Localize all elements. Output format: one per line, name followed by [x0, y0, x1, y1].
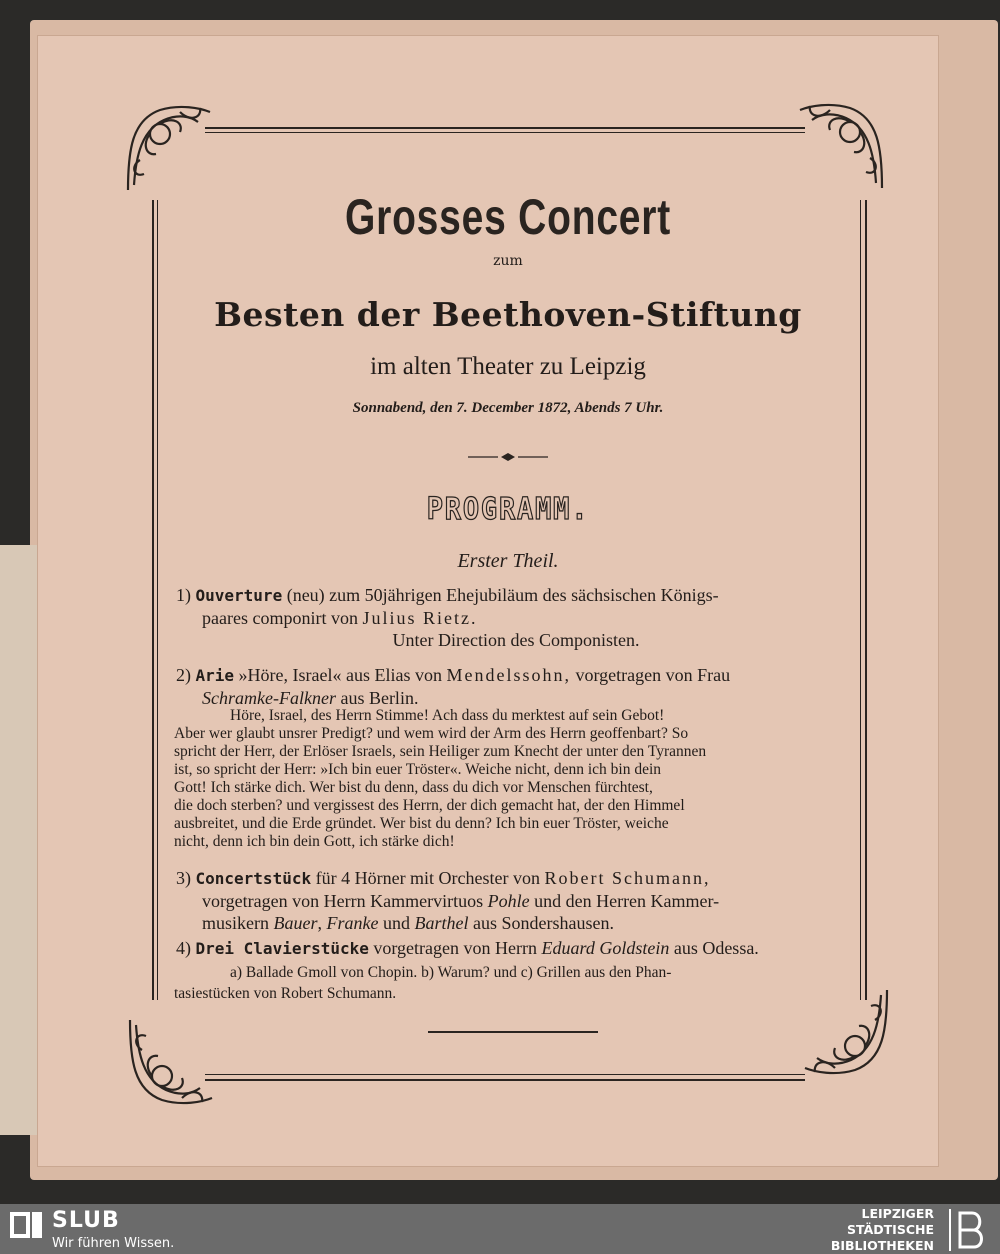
- performer-name: Bauer: [273, 913, 318, 933]
- composer-name: Mendelssohn,: [446, 665, 571, 685]
- lyric-line: ausbreitet, und die Erde gründet. Wer bist du denn? Ich bin euer Tröster, weiche: [174, 815, 669, 832]
- detail-line: tasiestücken von Robert Schumann.: [174, 985, 397, 1002]
- paper-tab-strip: [0, 545, 41, 1135]
- library-name-line: BIBLIOTHEKEN: [830, 1238, 934, 1253]
- item-note: Unter Direction des Componisten.: [392, 630, 640, 650]
- library-name-line: STÄDTISCHE: [847, 1222, 934, 1237]
- item-title: Drei Clavierstücke: [195, 939, 369, 958]
- lyric-line: die doch sterben? und vergissest des Herrn, der dich gemacht hat, der den Himmel: [174, 797, 685, 814]
- frame-top-inner-line: [205, 132, 805, 133]
- frame-right-line: [865, 200, 867, 1000]
- item-text: paares componirt von: [202, 608, 358, 628]
- program-item-2: [176, 664, 856, 709]
- performer-name: Pohle: [487, 891, 530, 911]
- aria-lyrics: [174, 707, 854, 851]
- item-title: Arie: [195, 666, 235, 685]
- item-number: 1): [176, 585, 191, 605]
- item-text: und den Herren Kammer-: [534, 891, 720, 911]
- performer-name: Franke: [326, 913, 379, 933]
- beneficiary-line: Besten der Beethoven-Stiftung: [214, 295, 802, 334]
- item-text: aus Sondershausen.: [472, 913, 614, 933]
- item-text: und: [382, 913, 410, 933]
- slub-tagline: Wir führen Wissen.: [52, 1236, 175, 1251]
- frame-bottom-line: [205, 1079, 805, 1081]
- item-text: für 4 Hörner mit Orchester von: [315, 868, 541, 888]
- small-divider-icon: [468, 452, 548, 462]
- lyric-line: Höre, Israel, des Herrn Stimme! Ach dass du merktest auf sein Gebot!: [230, 707, 665, 724]
- item-title: Ouverture: [195, 586, 283, 605]
- zum-word: zum: [493, 253, 523, 269]
- part-heading: Erster Theil.: [457, 550, 559, 572]
- item-title: Concertstück: [195, 869, 312, 888]
- item-4-details: [174, 962, 854, 1004]
- corner-ornament-top-right: [795, 98, 890, 193]
- frame-top-line: [205, 127, 805, 129]
- lyric-line: spricht der Herr, der Erlöser Israels, sein Heiliger zum Knecht der unter den Tyrannen: [174, 743, 707, 760]
- item-text: »Höre, Israel« aus Elias von: [238, 665, 442, 685]
- program-item-1: [176, 584, 856, 651]
- performer-name: Barthel: [414, 913, 469, 933]
- composer-name: Julius Rietz.: [362, 608, 478, 628]
- program-item-3: 3) Concertstück für 4 Hörner mit Orchester von Robert Schumann, vorgetragen von Herrn Kammervirtuos Pohle und den Herren Kammer- musikern Bauer, Franke und Barthel aus Sondershausen.: [176, 868, 720, 933]
- frame-left-line: [152, 200, 154, 1000]
- venue-line: im alten Theater zu Leipzig: [370, 353, 646, 380]
- slub-logo-icon: [10, 1212, 42, 1238]
- frame-bottom-inner-line: [205, 1074, 805, 1075]
- footer-bar: [0, 1204, 1000, 1254]
- lyric-line: Gott! Ich stärke dich. Wer bist du denn, dass du dich vor Menschen fürchtest,: [174, 779, 653, 796]
- item-text: (neu) zum 50jährigen Ehejubiläum des sächsischen Königs-: [286, 585, 719, 605]
- item-number: 4): [176, 938, 191, 958]
- concert-title: Grosses Concert: [345, 189, 671, 245]
- library-name-line: LEIPZIGER: [861, 1206, 934, 1221]
- lyric-line: Aber wer glaubt unsrer Predigt? und wem wird der Arm des Herrn geoffenbart? So: [174, 725, 689, 742]
- performer-name: Schramke-Falkner: [202, 688, 336, 708]
- item-text: vorgetragen von Frau: [575, 665, 731, 685]
- lyric-line: ist, so spricht der Herr: »Ich bin euer Tröster«. Weiche nicht, denn ich bin dein: [174, 761, 662, 778]
- program-item-4: [176, 937, 856, 960]
- lyric-line: nicht, denn ich bin dein Gott, ich stärke dich!: [174, 833, 455, 850]
- item-text: vorgetragen von Herrn: [373, 938, 537, 958]
- item-text: vorgetragen von Herrn Kammervirtuos: [202, 891, 484, 911]
- slub-name: SLUB: [52, 1208, 120, 1233]
- corner-ornament-bottom-left: [122, 1015, 217, 1110]
- end-divider: [428, 1031, 598, 1033]
- composer-name: Robert Schumann,: [544, 868, 711, 888]
- performer-name: Eduard Goldstein: [541, 938, 670, 958]
- item-text: musikern: [202, 913, 269, 933]
- item-text: aus Berlin.: [340, 688, 419, 708]
- detail-line: a) Ballade Gmoll von Chopin. b) Warum? und c) Grillen aus den Phan-: [230, 964, 672, 981]
- library-logo-icon: [948, 1207, 994, 1253]
- library-name: [774, 1206, 934, 1254]
- frame-right-inner-line: [860, 200, 861, 1000]
- corner-ornament-top-left: [120, 100, 215, 195]
- programm-heading: PROGRAMM.: [426, 492, 590, 527]
- item-number: 3): [176, 868, 191, 888]
- item-text: aus Odessa.: [673, 938, 759, 958]
- date-line: Sonnabend, den 7. December 1872, Abends 7 Uhr.: [352, 400, 664, 416]
- item-number: 2): [176, 665, 191, 685]
